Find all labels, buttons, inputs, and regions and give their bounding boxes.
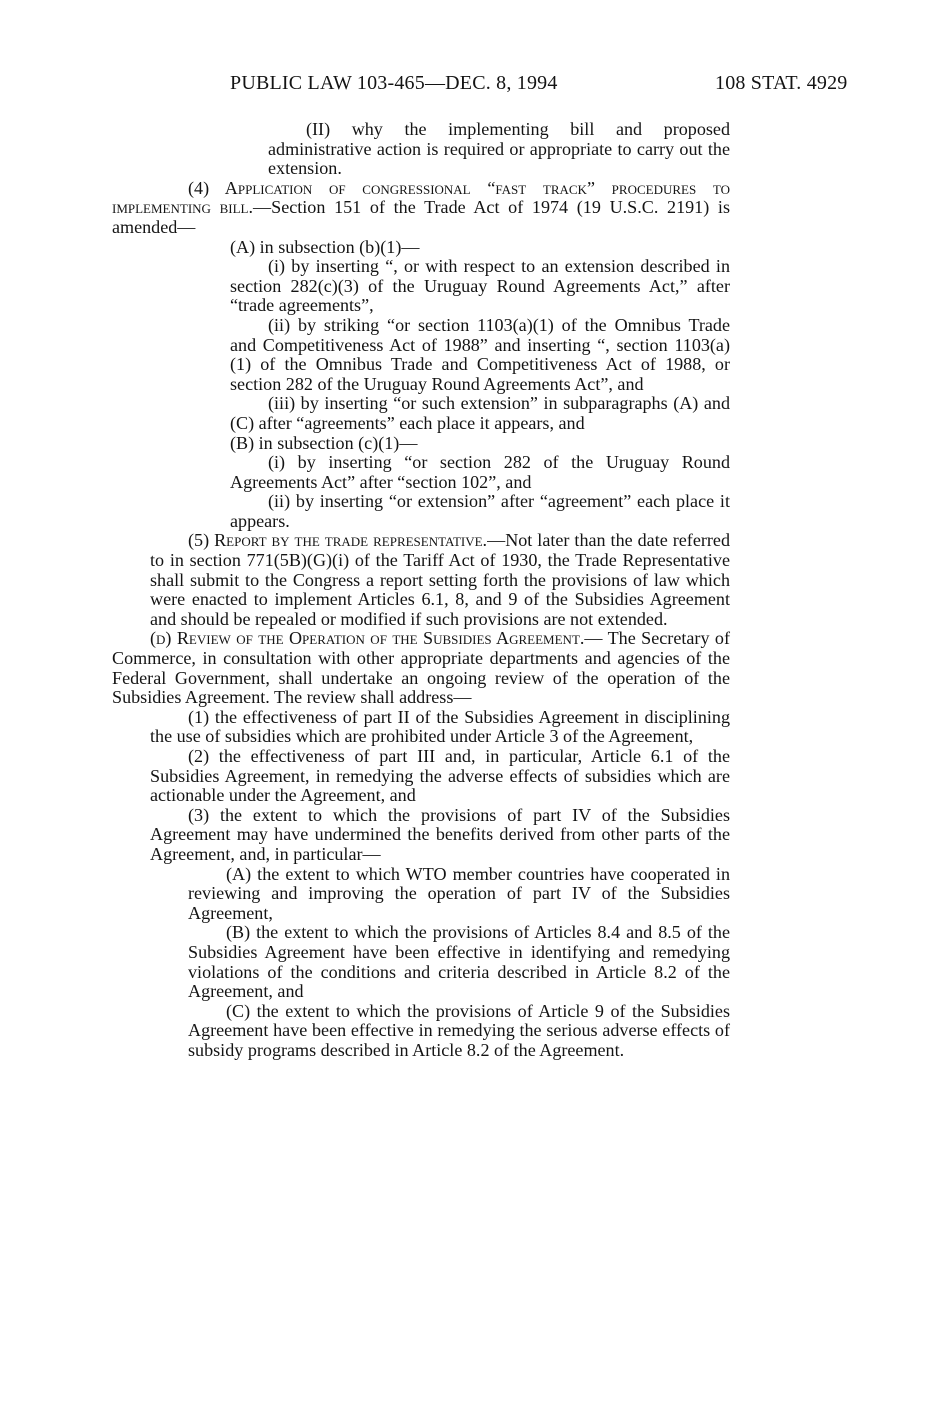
subsection-d (112, 629, 730, 707)
clause-B-ii: (ii) by inserting “or extension” after “agreement” each place it appears. (230, 491, 730, 531)
paragraph-4 (112, 179, 730, 238)
clause-A-iii: (iii) by inserting “or such extension” in subparagraphs (A) and (C) after “agreements” each place it appears, and (230, 393, 730, 433)
item-d-1: (1) the effectiveness of part II of the Subsidies Agreement in disciplining the use of subsidies which are prohibited under Article 3 of the Agreement, (150, 706, 730, 747)
clause-B-i: (i) by inserting “or section 282 of the Uruguay Round Agreements Act” after “section 102”, and (230, 452, 730, 492)
clause-A-i: (i) by inserting “, or with respect to an extension described in section 282(c)(3) of the Uruguay Round Agreements Act,” after “trade agreements”, (230, 256, 730, 316)
page-header (0, 72, 949, 102)
paragraph-5-text: —Not later than the date referred to in section 771(5B)(G)(i) of the Tariff Act of 1930, the Trade Representative shall submit to the Congress a report setting forth the provisions of law which were enacted to implement Articles 6.1, 8, and 9 of the Subsidies Agreement and should be repealed or modified if such provisions are not extended. (150, 530, 730, 629)
item-d-3-B: (B) the extent to which the provisions of Articles 8.4 and 8.5 of the Subsidies Agreement have been effective in identifying and remedying violations of the conditions and criteria described in Article 8.2 of the Agreement, and (188, 922, 730, 1002)
subsection-d-heading: (d) Review of the Operation of the Subsidies Agreement. (150, 628, 585, 649)
subparagraph-B: (B) in subsection (c)(1)— (230, 432, 418, 453)
paragraph-4-heading: (4) Application of congressional “fast track” procedures to implementing bill. (112, 177, 730, 218)
paragraph-5 (112, 531, 730, 629)
paragraph-5-heading: (5) Report by the trade representative. (188, 530, 488, 551)
item-d-3: (3) the extent to which the provisions of part IV of the Subsidies Agreement may have undermined the benefits derived from other parts of the Agreement, and, in particular— (150, 804, 730, 864)
clause-A-ii: (ii) by striking “or section 1103(a)(1) of the Omnibus Trade and Competitiveness Act of 1988” and inserting “, section 1103(a)(1) of the Omnibus Trade and Competitiveness Act of 1988, or section 282 of the Uruguay Round Agreements Act”, and (230, 314, 730, 394)
subparagraph-A: (A) in subsection (b)(1)— (230, 236, 420, 257)
paragraph-4-text: —Section 151 of the Trade Act of 1974 (19 U.S.C. 2191) is amended— (112, 197, 730, 237)
clause-II: (II) why the implementing bill and proposed administrative action is required or appropriate to carry out the extension. (268, 119, 730, 179)
subsection-d-text: — The Secretary of Commerce, in consultation with other appropriate departments and agencies of the Federal Government, shall undertake an ongoing review of the operation of the Subsidies Agreement. The review shall address— (112, 628, 730, 708)
item-d-3-A: (A) the extent to which WTO member countries have cooperated in reviewing and improving the operation of part IV of the Subsidies Agreement, (188, 863, 730, 923)
item-d-2: (2) the effectiveness of part III and, in particular, Article 6.1 of the Subsidies Agreement, in remedying the adverse effects of subsidies which are actionable under the Agreement, and (150, 746, 730, 806)
document-body (112, 120, 730, 1061)
statute-page-number: 108 STAT. 4929 (715, 72, 848, 94)
item-d-3-C: (C) the extent to which the provisions of Article 9 of the Subsidies Agreement have been effective in remedying the serious adverse effects of subsidy programs described in Article 8.2 of the Agreement. (188, 1000, 730, 1060)
law-title: PUBLIC LAW 103-465—DEC. 8, 1994 (230, 72, 558, 94)
